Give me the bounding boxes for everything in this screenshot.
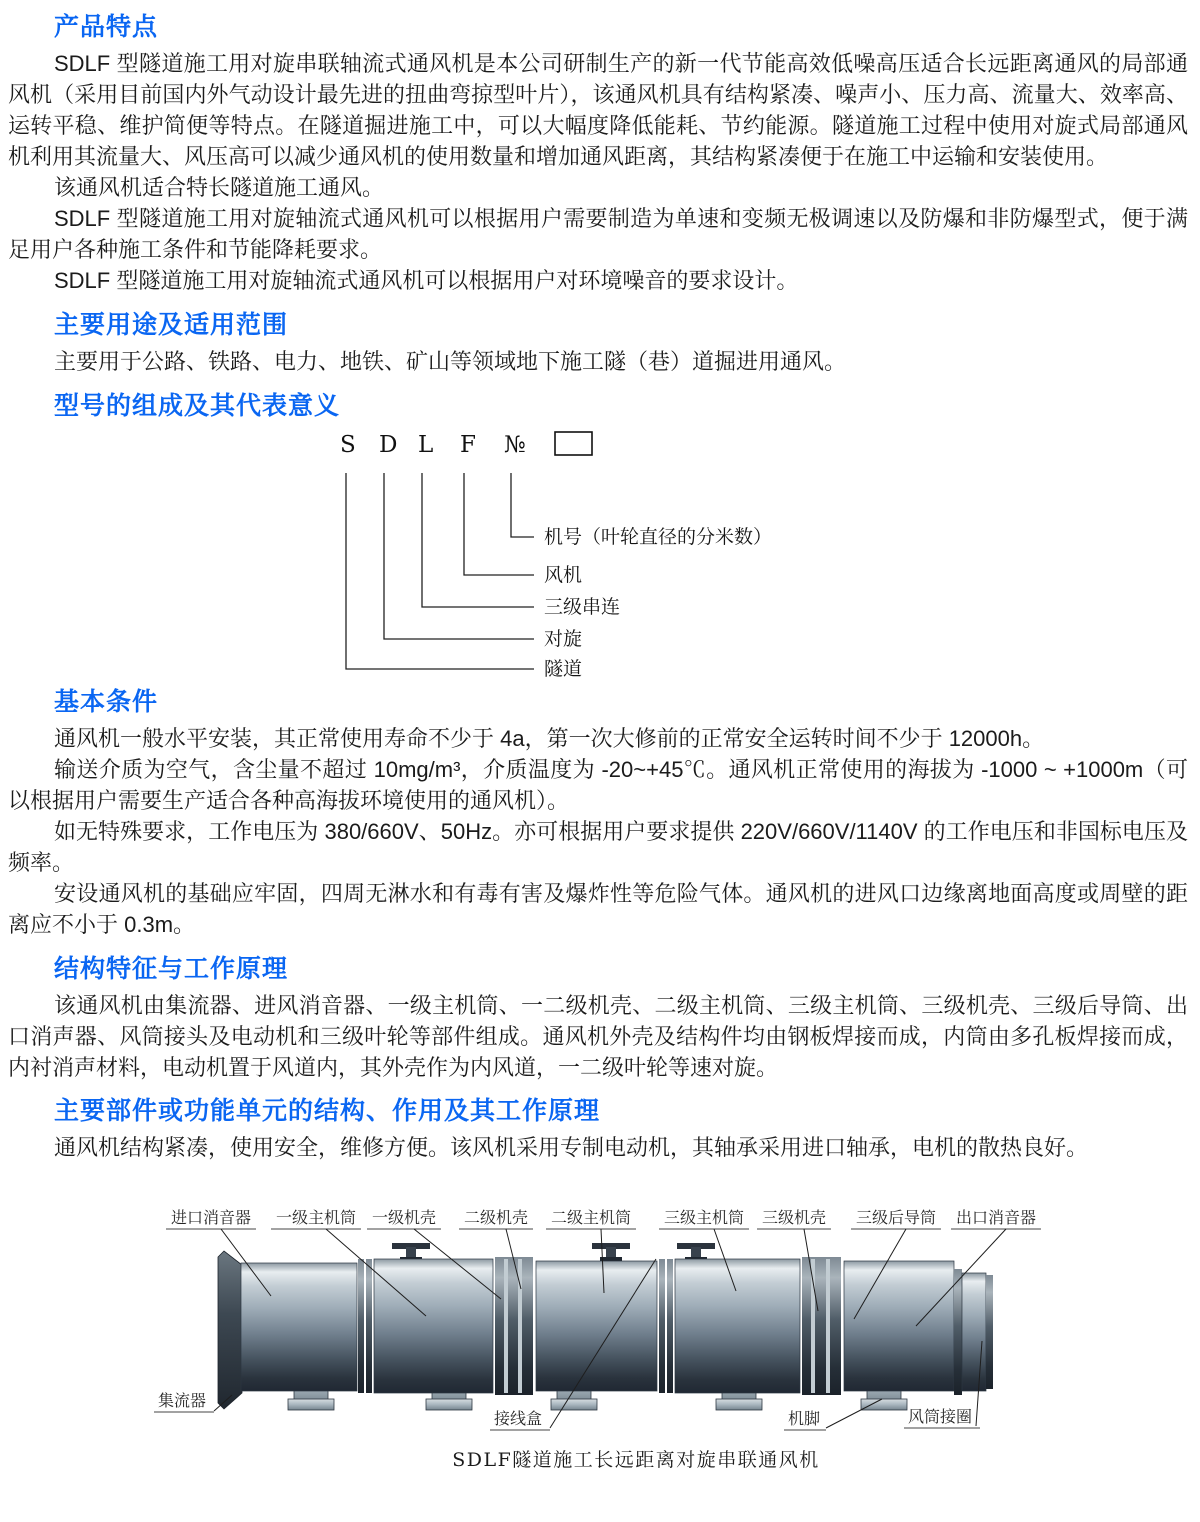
model-letter-no: № — [504, 432, 526, 458]
fan-part-label-junction-box: 接线盒 — [494, 1409, 543, 1428]
fan-part-label-stage2-main-tube: 二级主机筒 — [550, 1208, 632, 1227]
section-features — [8, 12, 1188, 296]
model-label-fan: 风机 — [544, 564, 583, 586]
section-heading-structure: 结构特征与工作原理 — [54, 955, 289, 983]
model-label-three-stage: 三级串连 — [544, 596, 621, 618]
fan-part-label-stage3-guide-tube: 三级后导筒 — [855, 1208, 937, 1227]
fan-assembly-drawing — [96, 1201, 1176, 1439]
bottom-label-underlines — [154, 1412, 980, 1430]
section-heading-usage: 主要用途及适用范围 — [54, 311, 289, 339]
model-letter-s: S — [340, 432, 356, 458]
fan-body — [218, 1251, 993, 1409]
paragraph: 通风机一般水平安装，其正常使用寿命不少于 4a，第一次大修前的正常安全运转时间不少于 12000h。 — [54, 726, 1045, 751]
section-heading-features: 产品特点 — [54, 13, 159, 41]
leader-line-three-stage — [422, 473, 534, 607]
outlet-duct-ring — [962, 1273, 986, 1391]
product-document — [0, 12, 1200, 1472]
section-model-composition — [8, 391, 1188, 683]
paragraph: 通风机结构紧凑，使用安全，维修方便。该风机采用专制电动机，其轴承采用进口轴承，电机的散热良好。 — [54, 1135, 1089, 1160]
model-label-tunnel: 隧道 — [544, 658, 583, 680]
inlet-bell — [218, 1251, 242, 1409]
paragraph: 该通风机适合特长隧道施工通风。 — [54, 175, 385, 200]
fan-part-label-stage2-casing: 二级机壳 — [463, 1208, 529, 1227]
fan-part-label-outlet-silencer: 出口消音器 — [955, 1208, 1037, 1227]
section-heading-model: 型号的组成及其代表意义 — [54, 392, 341, 420]
model-label-fan-no: 机号（叶轮直径的分米数） — [544, 526, 773, 548]
model-label-counter: 对旋 — [544, 628, 583, 650]
section-main-parts — [8, 1096, 1188, 1163]
model-letter-l: L — [418, 432, 434, 458]
section-usage — [8, 310, 1188, 377]
fan-part-label-stage1-casing: 一级机壳 — [371, 1208, 437, 1227]
model-number-box — [555, 432, 592, 455]
paragraph: 输送介质为空气，含尘量不超过 10mg/m³，介质温度为 -20~+45℃。通风机正常使用的海拔为 -1000 ~ +1000m（可以根据用户需要生产适合各种高海拔环境使用的通风机）。 — [8, 757, 1188, 813]
paragraph: SDLF 型隧道施工用对旋串联轴流式通风机是本公司研制生产的新一代节能高效低噪高压适合长远距离通风的局部通风机（采用目前国内外气动设计最先进的扭曲弯掠型叶片），该通风机具有结构紧凑、噪声小、压力高、流量大、效率高、运转平稳、维护简便等特点。在隧道掘进施工中，可以大幅度降低能耗、节约能源。隧道施工过程中使用对旋式局部通风机利用其流量大、风压高可以减少通风机的使用数量和增加通风距离，其结构紧凑便于在施工中运输和安装使用。 — [8, 51, 1188, 169]
model-letter-d: D — [379, 432, 398, 458]
leader-line-fan — [464, 473, 534, 575]
fan-part-label-collector: 集流器 — [158, 1391, 207, 1410]
model-letter-f: F — [460, 432, 476, 458]
section-heading-basic: 基本条件 — [54, 688, 159, 716]
paragraph: 如无特殊要求，工作电压为 380/660V、50Hz。亦可根据用户要求提供 220V/660V/1140V 的工作电压和非国标电压及频率。 — [8, 819, 1188, 875]
fan-part-label-stage3-main-tube: 三级主机筒 — [663, 1208, 745, 1227]
paragraph: SDLF 型隧道施工用对旋轴流式通风机可以根据用户对环境噪音的要求设计。 — [54, 268, 799, 293]
fan-part-label-stage3-casing: 三级机壳 — [761, 1208, 827, 1227]
fan-assembly-figure — [8, 1201, 1188, 1472]
fan-part-label-duct-ring: 风筒接圈 — [908, 1407, 973, 1426]
section-structure-principle — [8, 954, 1188, 1083]
section-basic-conditions — [8, 687, 1188, 940]
model-composition-diagram — [334, 427, 894, 683]
fan-part-label-inlet-silencer: 进口消音器 — [170, 1208, 252, 1227]
paragraph: 安设通风机的基础应牢固，四周无淋水和有毒有害及爆炸性等危险气体。通风机的进风口边缘离地面高度或周壁的距离应不小于 0.3m。 — [8, 881, 1188, 937]
fan-part-label-stage1-main-tube: 一级主机筒 — [275, 1208, 357, 1227]
fan-part-label-machine-foot: 机脚 — [788, 1409, 821, 1428]
leader-line-fan-no — [511, 473, 534, 537]
figure-caption: SDLF隧道施工长远距离对旋串联通风机 — [452, 1449, 820, 1471]
paragraph: SDLF 型隧道施工用对旋轴流式通风机可以根据用户需要制造为单速和变频无极调速以及防爆和非防爆型式，便于满足用户各种施工条件和节能降耗要求。 — [8, 206, 1188, 262]
paragraph: 主要用于公路、铁路、电力、地铁、矿山等领域地下施工隧（巷）道掘进用通风。 — [54, 349, 847, 374]
section-heading-parts: 主要部件或功能单元的结构、作用及其工作原理 — [54, 1097, 601, 1125]
paragraph: 该通风机由集流器、进风消音器、一级主机筒、一二级机壳、二级主机筒、三级主机筒、三级机壳、三级后导筒、出口消声器、风筒接头及电动机和三级叶轮等部件组成。通风机外壳及结构件均由钢板焊接而成，内筒由多孔板焊接而成，内衬消声材料，电动机置于风道内，其外壳作为内风道，一二级叶轮等速对旋。 — [8, 993, 1188, 1080]
